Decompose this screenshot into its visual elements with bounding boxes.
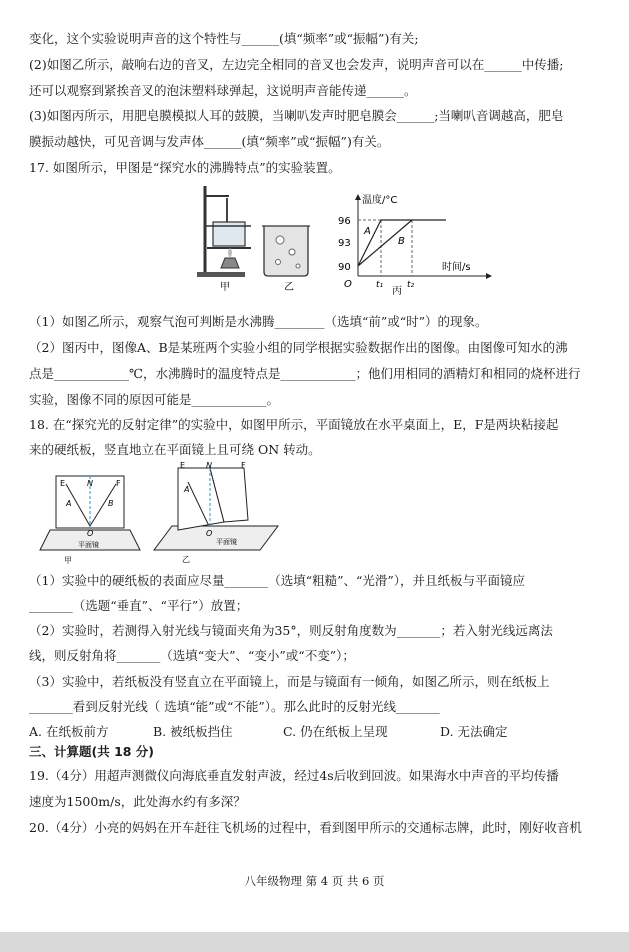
label-a: A [66, 499, 72, 508]
text-line-18: _______看到反射光线（ 选填“能”或“不能”）。那么此时的反射光线_______ [29, 699, 440, 714]
text-line-16: 线，则反射角将_______（选填“变大”、“变小”或“不变”）； [29, 648, 355, 663]
label-yi: 乙 [182, 555, 190, 564]
label-a: A [184, 485, 190, 494]
label-f: F [116, 479, 121, 488]
question-17-stem: 17. 如图所示，甲图是“探究水的沸腾特点”的实验装置。 [29, 160, 341, 175]
t2-label: t₂ [407, 280, 415, 290]
bubble [296, 264, 300, 268]
label-yi: 乙 [284, 282, 294, 293]
stand-base [197, 272, 245, 277]
text-line-17: （3）实验中，若纸板没有竖直立在平面镜上，而是与镜面有一倾角，如图乙所示，则在纸板上 [29, 674, 550, 689]
tick-93: 93 [338, 238, 351, 249]
curve-a-label: A [364, 226, 371, 237]
label-n: N [87, 479, 93, 488]
label-e: E [180, 461, 186, 470]
label-e: E [60, 479, 66, 488]
text-line-3: 还可以观察到紧挨音叉的泡沫塑料球弹起，这说明声音能传递______。 [29, 83, 417, 98]
tick-96: 96 [338, 216, 351, 227]
mirror-label: 平面镜 [216, 538, 237, 546]
text-line-5: 膜振动越快，可见音调与发声体______(填“频率”或“振幅”)有关。 [29, 134, 390, 149]
label-n: N [206, 461, 212, 470]
y-axis-arrow [355, 194, 361, 200]
x-axis-label: 时间/s [442, 262, 471, 273]
temperature-time-graph [336, 190, 506, 296]
reflection-figure-yi [148, 460, 283, 566]
x-axis-arrow [486, 273, 492, 279]
bubble [289, 249, 295, 255]
bubbles-beaker-figure [258, 220, 318, 294]
question-19: 19.（4分）用超声测微仪向海底垂直发射声波，经过4s后收到回波。如果海水中声音的平均传播 [29, 768, 559, 783]
option-c: C. 仍在纸板上呈现 [283, 724, 388, 739]
option-a: A. 在纸板前方 [29, 724, 109, 739]
y-axis-label: 温度/°C [362, 195, 398, 206]
text-line-7: （1）如图乙所示，观察气泡可判断是水沸腾________（选填“前”或“时”）的现象。 [29, 314, 488, 329]
text-line-2: (2)如图乙所示，敲响右边的音叉，左边完全相同的音叉也会发声，说明声音可以在______中传播; [29, 57, 564, 72]
label-bing: 丙 [392, 286, 402, 296]
text-line-12: 来的硬纸板，竖直地立在平面镜上且可绕 ON 转动。 [29, 442, 321, 457]
tick-90: 90 [338, 262, 351, 273]
reflection-figure-jia [30, 470, 150, 566]
section-3-heading: 三、计算题(共 18 分) [29, 744, 155, 759]
text-line-14: _______（选题“垂直”、“平行”）放置； [29, 598, 249, 613]
label-jia: 甲 [64, 556, 72, 565]
alcohol-lamp [221, 258, 239, 268]
bubble [276, 260, 281, 265]
origin-label: O [344, 279, 352, 290]
curve-b-label: B [398, 236, 405, 247]
question-20: 20.（4分）小亮的妈妈在开车赶往飞机场的过程中，看到图甲所示的交通标志牌，此时，刚好收音机 [29, 820, 582, 835]
label-o: O [87, 529, 94, 538]
label-jia: 甲 [220, 282, 230, 293]
option-d: D. 无法确定 [440, 724, 508, 739]
text-line-8: （2）图丙中，图像A、B是某班两个实验小组的同学根据实验数据作出的图像。由图像可知水的沸 [29, 340, 568, 355]
label-o: O [206, 529, 213, 538]
question-18-stem: 18. 在“探究光的反射定律”的实验中，如图甲所示，平面镜放在水平桌面上，E，F是两块粘接起 [29, 417, 559, 432]
label-b: B [108, 499, 114, 508]
label-f: F [241, 461, 246, 470]
text-line-9: 点是____________℃，水沸腾时的温度特点是____________；他们用相同的酒精灯和相同的烧杯进行 [29, 366, 581, 381]
text-line-4: (3)如图丙所示，用肥皂膜模拟人耳的鼓膜，当喇叭发声时肥皂膜会______;当喇叭音调越高，肥皂 [29, 108, 564, 123]
text-line-1: 变化，这个实验说明声音的这个特性与______(填“频率”或“振幅”)有关; [29, 31, 419, 46]
t1-label: t₁ [376, 280, 384, 290]
text-line-15: （2）实验时，若测得入射光线与镜面夹角为35°，则反射角度数为_______；若入射光线远离法 [29, 623, 553, 638]
beaker-outline [264, 226, 308, 276]
mirror-label: 平面镜 [78, 541, 99, 549]
question-19-cont: 速度为1500m/s，此处海水约有多深？ [29, 794, 246, 809]
bubble [276, 236, 284, 244]
option-b: B. 被纸板挡住 [153, 724, 233, 739]
flame [228, 248, 232, 258]
page-footer: 八年级物理 第 4 页 共 6 页 [244, 874, 385, 888]
text-line-10: 实验，图像不同的原因可能是____________。 [29, 392, 280, 407]
boiling-apparatus-figure [195, 182, 265, 294]
text-line-13: （1）实验中的硬纸板的表面应尽量_______（选填“粗糙”、“光滑”），并且纸板与平面镜应 [29, 573, 526, 588]
viewer-bottom-bar [0, 932, 629, 952]
